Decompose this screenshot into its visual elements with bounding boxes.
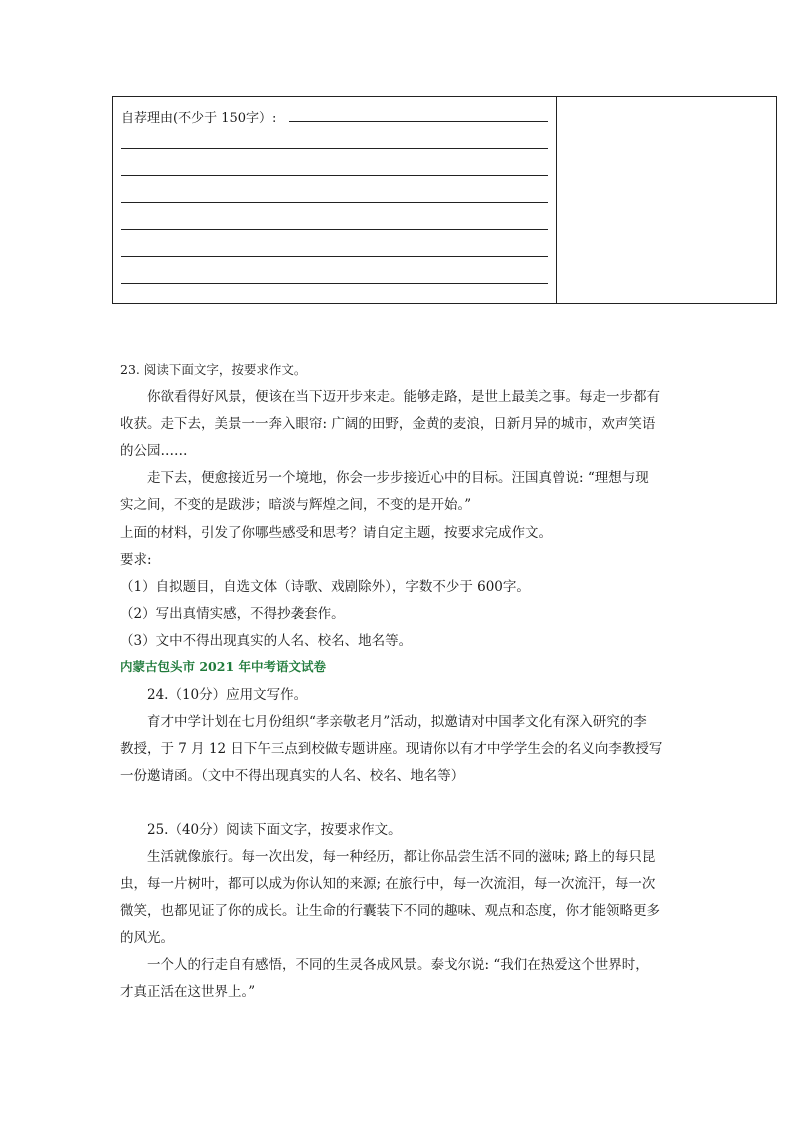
answer-line <box>121 148 548 149</box>
answer-line <box>121 256 548 257</box>
q25-paragraph-1-line: 生活就像旅行。每一次出发，每一种经历，都让你品尝生活不同的滋味; 路上的每只昆 <box>147 849 656 865</box>
exam-source-title: 内蒙古包头市 2021 年中考语文试卷 <box>120 659 326 674</box>
q23-paragraph-1-line: 的公园…… <box>120 443 188 459</box>
q23-requirement-2: （2）写出真情实感，不得抄袭套作。 <box>120 606 345 622</box>
q25-paragraph-2-line: 才真正活在这世界上。” <box>120 984 256 1000</box>
reason-label: 自荐理由(不少于 150字）: <box>121 111 277 126</box>
q23-requirement-3: （3）文中不得出现真实的人名、校名、地名等。 <box>120 633 413 649</box>
answer-line <box>121 175 548 176</box>
q25-paragraph-1-line: 的风光。 <box>120 930 174 946</box>
q23-paragraph-2-line: 实之间，不变的是跋涉；暗淡与辉煌之间，不变的是开始。” <box>120 497 472 513</box>
q23-paragraph-1-line: 收获。走下去，美景一一奔入眼帘: 广阔的田野，金黄的麦浪，日新月异的城市，欢声笑语 <box>120 416 656 432</box>
q24-text-line: 教授，于 7 月 12 日下午三点到校做专题讲座。现请你以有才中学学生会的名义向李教授写 <box>120 741 663 757</box>
q23-prompt: 上面的材料，引发了你哪些感受和思考？请自定主题，按要求完成作文。 <box>120 525 552 541</box>
table-divider <box>556 97 557 303</box>
q23-heading: 23. 阅读下面文字，按要求作文。 <box>120 362 307 377</box>
q23-paragraph-2-line: 走下去，便愈接近另一个境地，你会一步步接近心中的目标。汪国真曾说: “理想与现 <box>147 470 649 486</box>
q23-requirement-1: （1）自拟题目，自选文体（诗歌、戏剧除外），字数不少于 600字。 <box>120 579 530 595</box>
self-recommendation-table <box>112 96 777 304</box>
q25-paragraph-1-line: 微笑，也都见证了你的成长。让生命的行囊装下不同的趣味、观点和态度，你才能领略更多 <box>120 903 660 919</box>
answer-line <box>121 202 548 203</box>
q25-heading: 25.（40分）阅读下面文字，按要求作文。 <box>147 822 402 838</box>
q24-text-line: 一份邀请函。（文中不得出现真实的人名、校名、地名等） <box>120 768 465 784</box>
answer-line <box>289 121 548 122</box>
q23-paragraph-1-line: 你欲看得好风景，便该在当下迈开步来走。能够走路，是世上最美之事。每走一步都有 <box>147 389 660 405</box>
q24-text-line: 育才中学计划在七月份组织“孝亲敬老月”活动，拟邀请对中国孝文化有深入研究的李 <box>147 714 647 730</box>
q24-heading: 24.（10分）应用文写作。 <box>147 687 308 703</box>
q25-paragraph-1-line: 虫，每一片树叶，都可以成为你认知的来源; 在旅行中，每一次流泪，每一次流汗，每一次 <box>120 876 656 892</box>
answer-line <box>121 283 548 284</box>
answer-line <box>121 229 548 230</box>
q23-requirements-title: 要求: <box>120 552 152 568</box>
q25-paragraph-2-line: 一个人的行走自有感悟，不同的生灵各成风景。泰戈尔说: “我们在热爱这个世界时， <box>147 957 649 973</box>
